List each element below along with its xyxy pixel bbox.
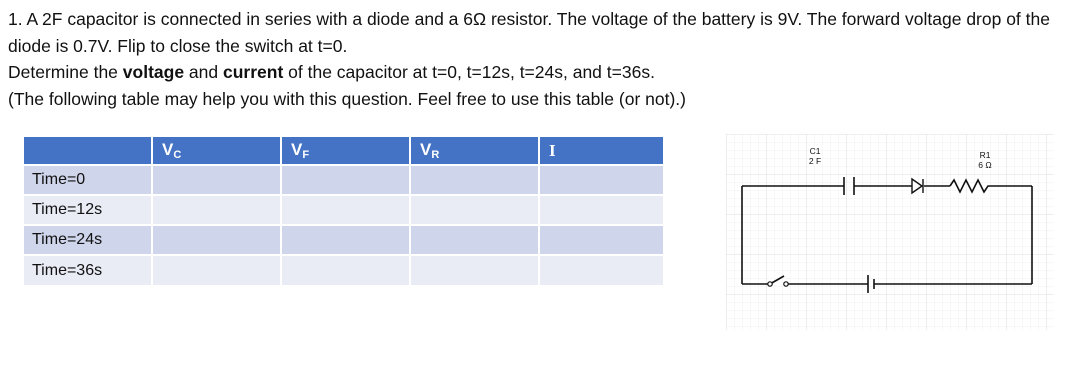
text-segment: Determine the: [8, 62, 123, 82]
row-label: Time=24s: [24, 225, 152, 255]
table-header-row: [24, 137, 663, 165]
cell-i[interactable]: [539, 225, 663, 255]
resistor-label: R1: [979, 150, 991, 160]
header-vc: $V_C$: [152, 137, 281, 165]
capacitor-value: 2 F: [808, 156, 822, 166]
cell-vf[interactable]: [281, 225, 410, 255]
resistor-value: 6 Ω: [978, 160, 992, 170]
cell-vc[interactable]: [152, 225, 281, 255]
switch-contact: [768, 282, 772, 286]
cell-vf[interactable]: [281, 165, 410, 195]
cell-vc[interactable]: [152, 165, 281, 195]
header-blank: [24, 137, 152, 165]
text-segment: and: [184, 62, 223, 82]
cell-i[interactable]: [539, 195, 663, 225]
header-current: I: [539, 137, 663, 165]
circuit-diagram: [726, 134, 1054, 330]
cell-vr[interactable]: [410, 255, 539, 285]
header-vf: $V_F$: [281, 137, 410, 165]
table-row: [24, 225, 663, 255]
table-row: [24, 165, 663, 195]
switch-contact: [784, 282, 788, 286]
cell-vf[interactable]: [281, 195, 410, 225]
table-row: [24, 255, 663, 285]
grid-background: [726, 134, 1054, 330]
problem-line-2: [8, 59, 1072, 86]
cell-vr[interactable]: [410, 225, 539, 255]
row-label: Time=0: [24, 165, 152, 195]
cell-i[interactable]: [539, 165, 663, 195]
problem-line-3: (The following table may help you with this question. Feel free to use this table (or not).): [8, 88, 686, 109]
capacitor-label: C1: [809, 146, 821, 156]
problem-line-1: 1. A 2F capacitor is connected in series with a diode and a 6Ω resistor. The voltage of the battery is 9V. The forward voltage drop of the diode is 0.7V. Flip to close the switch at t=0.: [8, 9, 1050, 56]
header-vr: $V_R$: [410, 137, 539, 165]
answer-table: [24, 137, 663, 285]
cell-vf[interactable]: [281, 255, 410, 285]
row-label: Time=36s: [24, 255, 152, 285]
bold-current: current: [223, 62, 284, 82]
cell-vc[interactable]: [152, 195, 281, 225]
cell-vr[interactable]: [410, 165, 539, 195]
cell-vc[interactable]: [152, 255, 281, 285]
cell-vr[interactable]: [410, 195, 539, 225]
text-segment: of the capacitor at t=0, t=12s, t=24s, and t=36s.: [283, 62, 655, 82]
table-row: [24, 195, 663, 225]
bold-voltage: voltage: [122, 62, 185, 82]
cell-i[interactable]: [539, 255, 663, 285]
row-label: Time=12s: [24, 195, 152, 225]
problem-statement: [8, 6, 1072, 112]
